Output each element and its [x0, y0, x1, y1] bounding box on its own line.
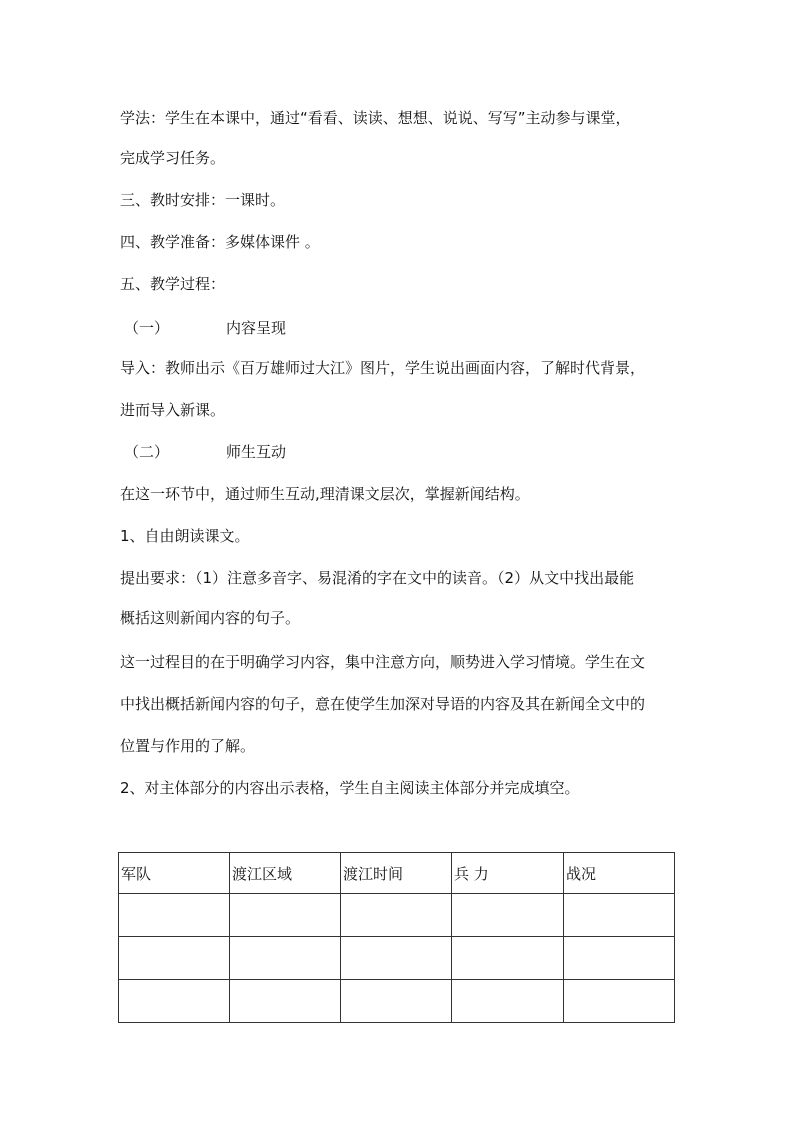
table-header-row	[119, 853, 675, 894]
table-cell[interactable]	[564, 980, 675, 1023]
header-crossing-time: 渡江时间	[341, 853, 452, 894]
requirements-line-2: 概括这则新闻内容的句子。	[120, 609, 301, 627]
table-cell[interactable]	[341, 980, 452, 1023]
table-cell[interactable]	[341, 937, 452, 980]
section-1-number: （一）	[124, 319, 170, 337]
introduction-line-2: 进而导入新课。	[120, 401, 226, 419]
header-crossing-area: 渡江区域	[230, 853, 341, 894]
table-row	[119, 980, 675, 1023]
section-2-number: （二）	[124, 443, 170, 461]
step-2-table-instruction: 2、对主体部分的内容出示表格，学生自主阅读主体部分并完成填空。	[120, 779, 580, 797]
table-cell[interactable]	[230, 937, 341, 980]
header-troops: 兵 力	[452, 853, 564, 894]
teaching-preparation: 四、教学准备：多媒体课件 。	[120, 233, 320, 251]
fill-in-table	[118, 852, 675, 1023]
purpose-line-2: 中找出概括新闻内容的句子，意在使学生加深对导语的内容及其在新闻全文中的	[120, 695, 646, 713]
purpose-line-1: 这一过程目的在于明确学习内容，集中注意方向，顺势进入学习情境。学生在文	[120, 653, 646, 671]
header-battle-result: 战况	[564, 853, 675, 894]
requirements-line-1: 提出要求：（1）注意多音字、易混淆的字在文中的读音。（2）从文中找出最能	[120, 569, 635, 587]
step-1-read-aloud: 1、自由朗读课文。	[120, 527, 250, 545]
section-2-title: 师生互动	[226, 443, 287, 461]
table-row	[119, 937, 675, 980]
header-army: 军队	[119, 853, 230, 894]
interaction-paragraph: 在这一环节中，通过师生互动,理清课文层次，掌握新闻结构。	[120, 485, 530, 503]
teaching-process-heading: 五、教学过程：	[120, 275, 226, 293]
table-cell[interactable]	[452, 894, 564, 937]
table-cell[interactable]	[564, 894, 675, 937]
table-cell[interactable]	[119, 937, 230, 980]
table-cell[interactable]	[564, 937, 675, 980]
table-cell[interactable]	[119, 980, 230, 1023]
teaching-hours: 三、教时安排：一课时。	[120, 191, 286, 209]
table-row	[119, 894, 675, 937]
table-cell[interactable]	[119, 894, 230, 937]
table-cell[interactable]	[230, 894, 341, 937]
introduction-line-1: 导入：教师出示《百万雄师过大江》图片，学生说出画面内容，了解时代背景，	[120, 359, 646, 377]
purpose-line-3: 位置与作用的了解。	[120, 737, 256, 755]
table-cell[interactable]	[230, 980, 341, 1023]
table-cell[interactable]	[341, 894, 452, 937]
section-1-title: 内容呈现	[226, 319, 287, 337]
table-cell[interactable]	[452, 980, 564, 1023]
table-cell[interactable]	[452, 937, 564, 980]
learning-method-line-2: 完成学习任务。	[120, 149, 226, 167]
learning-method-line-1: 学法：学生在本课中，通过“看看、读读、想想、说说、写写”主动参与课堂，	[120, 109, 631, 127]
